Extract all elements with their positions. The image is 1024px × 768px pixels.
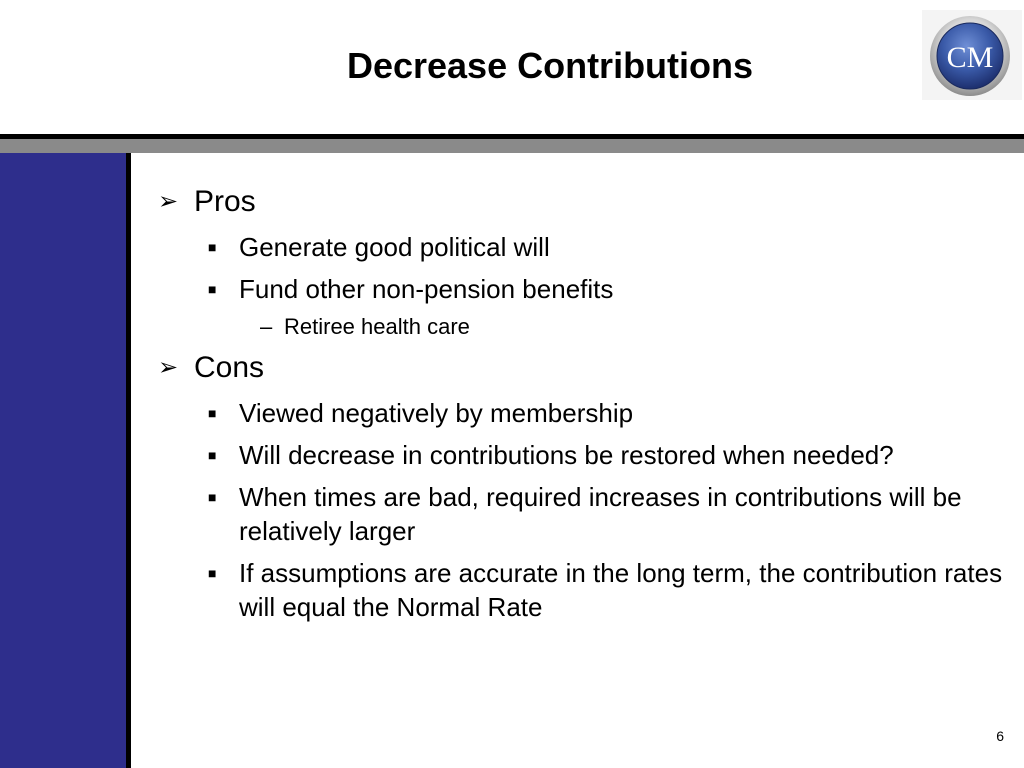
cons-item-text: Viewed negatively by membership	[239, 398, 634, 428]
square-bullet-icon: ■	[208, 239, 217, 255]
square-bullet-icon: ■	[208, 281, 217, 297]
arrow-bullet-icon: ➢	[158, 188, 179, 215]
square-bullet-icon: ■	[208, 447, 217, 463]
square-bullet-icon: ■	[208, 489, 217, 505]
cons-item-text: If assumptions are accurate in the long term, the contribution rates will equal the Normal Rate	[239, 558, 1003, 622]
square-bullet-icon: ■	[208, 565, 217, 581]
left-sidebar-edge	[126, 153, 131, 768]
cm-logo	[922, 10, 1022, 100]
list-item	[158, 438, 1008, 472]
slide-body	[158, 182, 1008, 624]
cons-heading-item	[158, 348, 1008, 388]
dash-bullet-icon: –	[260, 314, 273, 339]
cons-item-text: Will decrease in contributions be restored when needed?	[239, 440, 894, 470]
list-item	[158, 230, 1008, 264]
page-number: 6	[996, 728, 1004, 744]
list-item	[158, 272, 1008, 306]
title-rule-gray	[0, 139, 1024, 153]
logo-text: CM	[946, 41, 994, 74]
pros-heading-item	[158, 182, 1008, 222]
slide-title: Decrease Contributions	[346, 45, 754, 86]
pros-sub-item-text: Retiree health care	[284, 314, 470, 339]
cons-heading: Cons	[194, 351, 265, 384]
list-item	[158, 396, 1008, 430]
square-bullet-icon: ■	[208, 405, 217, 421]
arrow-bullet-icon: ➢	[158, 354, 179, 381]
left-sidebar-band	[0, 153, 126, 768]
pros-heading: Pros	[194, 185, 256, 218]
sub-list-item	[158, 312, 1008, 342]
list-item	[158, 556, 1008, 624]
list-item	[158, 480, 1008, 548]
pros-item-text: Fund other non-pension benefits	[239, 274, 614, 304]
pros-item-text: Generate good political will	[239, 232, 550, 262]
cons-item-text: When times are bad, required increases in contributions will be relatively larger	[239, 482, 962, 546]
